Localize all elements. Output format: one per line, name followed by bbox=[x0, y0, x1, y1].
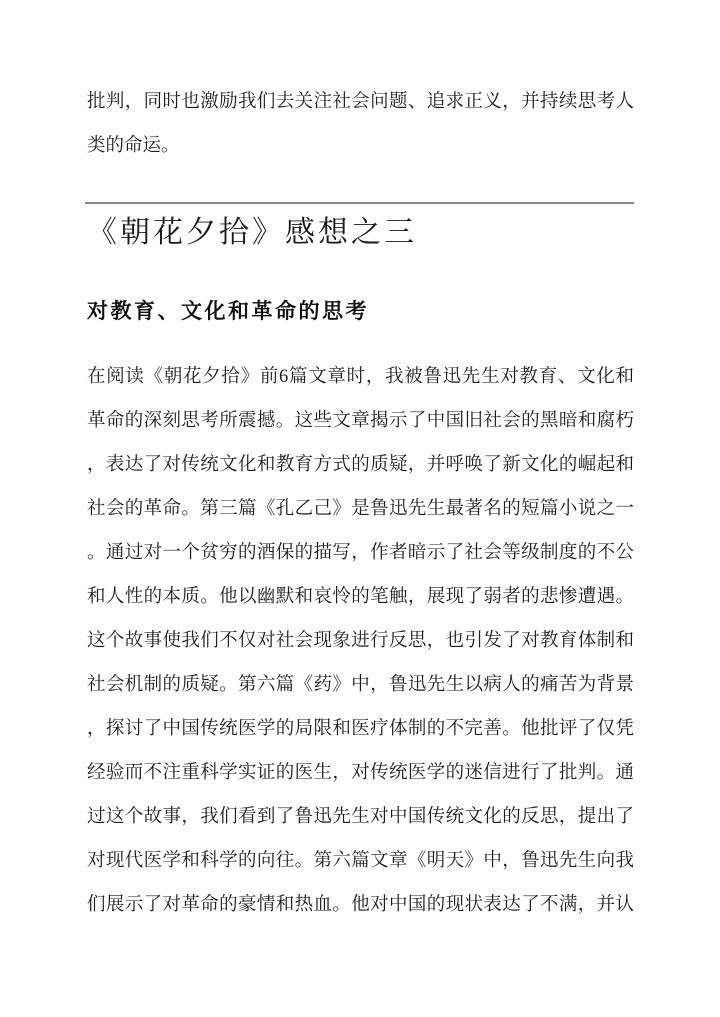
section-divider bbox=[85, 202, 634, 204]
text-line: 经验而不注重科学实证的医生，对传统医学的迷信进行了批判。通 bbox=[87, 763, 634, 783]
text-line: ，探讨了中国传统医学的局限和医疗体制的不完善。他批评了仅凭 bbox=[87, 719, 634, 739]
text-line: 类的命运。 bbox=[87, 136, 180, 156]
intro-paragraph bbox=[87, 80, 634, 168]
text-line: 过这个故事，我们看到了鲁迅先生对中国传统文化的反思，提出了 bbox=[87, 807, 634, 827]
text-line: 们展示了对革命的豪情和热血。他对中国的现状表达了不满，并认 bbox=[87, 895, 634, 915]
text-line: 。通过对一个贫穷的酒保的描写，作者暗示了社会等级制度的不公 bbox=[87, 543, 634, 563]
text-line: 批判，同时也激励我们去关注社会问题、追求正义，并持续思考人 bbox=[87, 92, 634, 112]
section-subheading: 对教育、文化和革命的思考 bbox=[87, 299, 369, 323]
text-line: 和人性的本质。他以幽默和哀怜的笔触，展现了弱者的悲惨遭遇。 bbox=[87, 587, 634, 607]
text-line: 这个故事使我们不仅对社会现象进行反思，也引发了对教育体制和 bbox=[87, 631, 634, 651]
text-line: 革命的深刻思考所震撼。这些文章揭示了中国旧社会的黑暗和腐朽 bbox=[87, 411, 634, 431]
text-line: 社会机制的质疑。第六篇《药》中，鲁迅先生以病人的痛苦为背景 bbox=[87, 675, 634, 695]
body-paragraph bbox=[87, 355, 634, 927]
text-line: 对现代医学和科学的向往。第六篇文章《明天》中，鲁迅先生向我 bbox=[87, 851, 634, 871]
text-line: 社会的革命。第三篇《孔乙己》是鲁迅先生最著名的短篇小说之一 bbox=[87, 499, 634, 519]
section-heading: 《朝花夕拾》感想之三 bbox=[87, 216, 417, 249]
text-line: 在阅读《朝花夕拾》前6篇文章时，我被鲁迅先生对教育、文化和 bbox=[87, 367, 634, 387]
text-line: ，表达了对传统文化和教育方式的质疑，并呼唤了新文化的崛起和 bbox=[87, 455, 634, 475]
